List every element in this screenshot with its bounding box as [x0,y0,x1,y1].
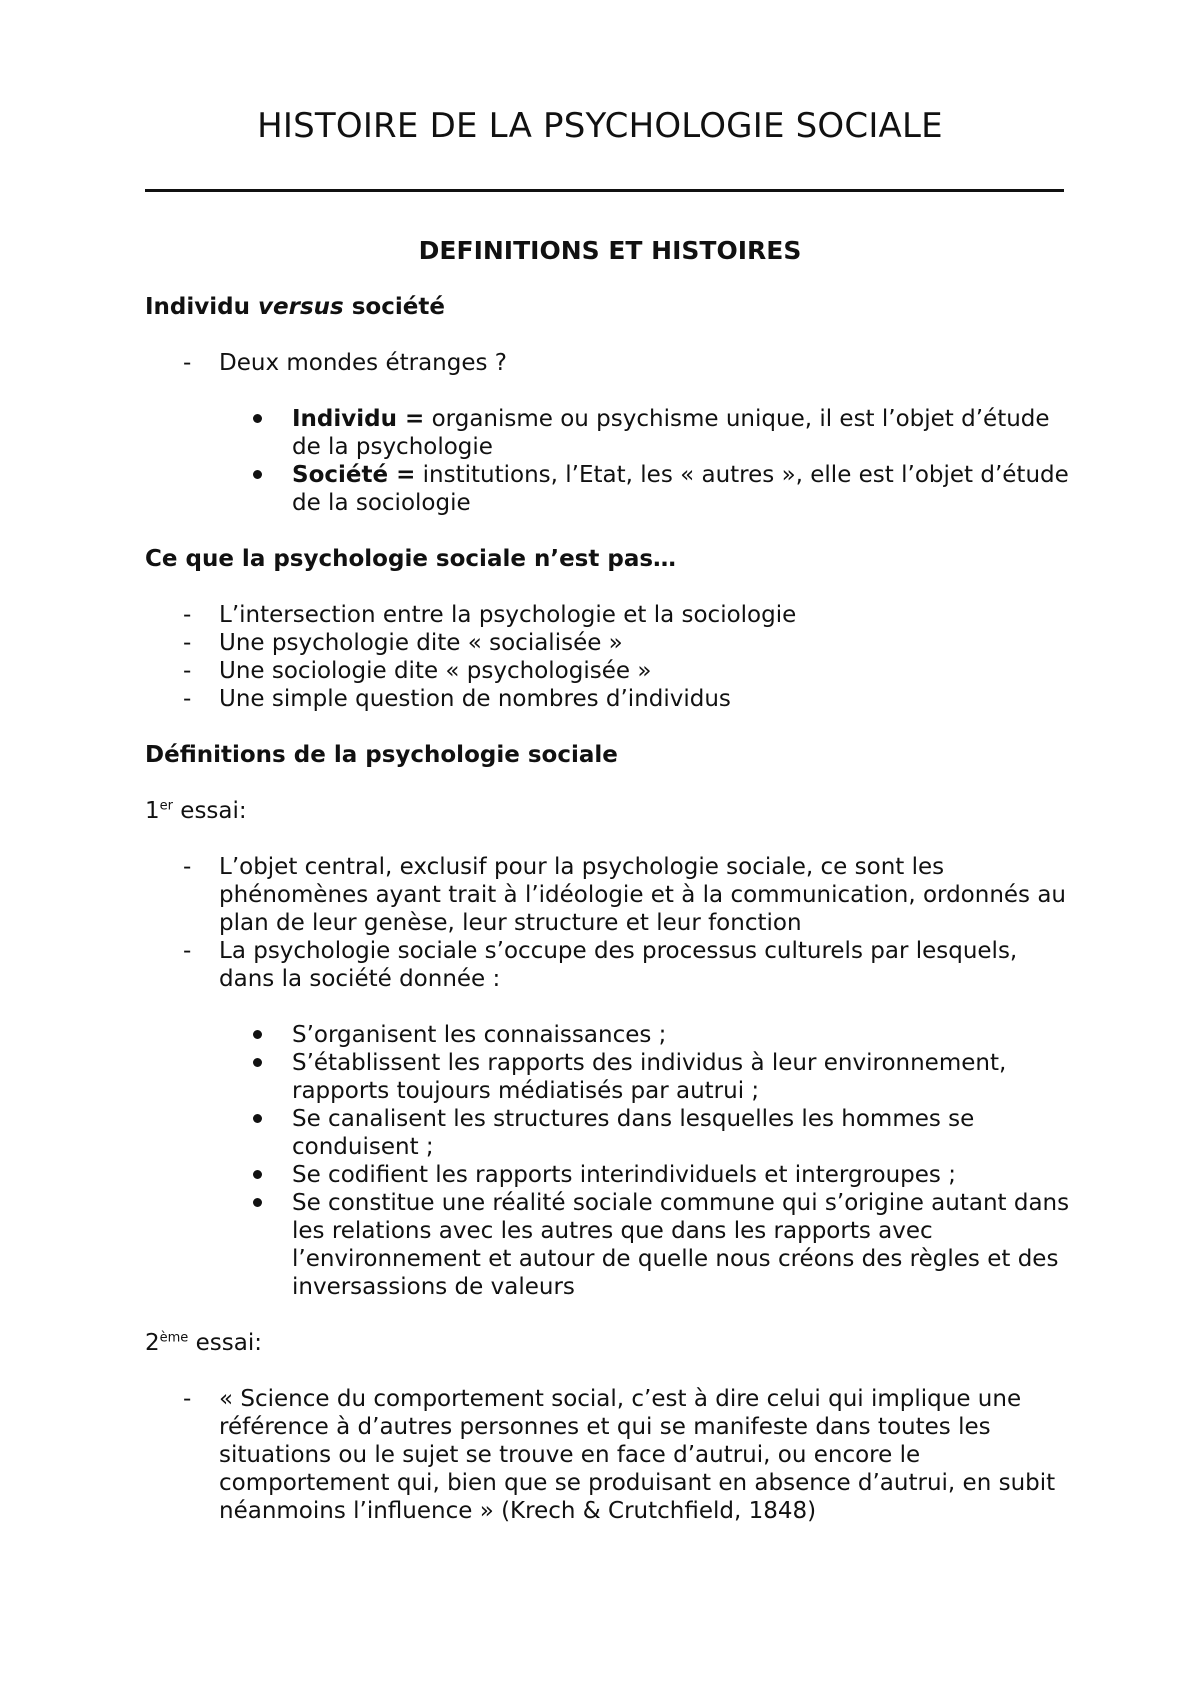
essay-2-label: 2ème essai: [145,1330,262,1356]
list-item: - Deux mondes étranges ? [145,349,1075,377]
title-divider [145,189,1064,192]
essay-1-label: 1er essai: [145,798,247,824]
heading-ce-que-nest-pas: Ce que la psychologie sociale n’est pas… [145,546,677,572]
list-item: - Une psychologie dite « socialisée » [145,629,1075,657]
list-item: - L’objet central, exclusif pour la psychologie sociale, ce sont les phénomènes ayant trait à l’idéologie et à la communication, ordonnés au plan de leur genèse, leur structure et leur fonction [145,853,1075,937]
list-item: - Une sociologie dite « psychologisée » [145,657,1075,685]
heading-emphasis: versus [258,294,344,320]
list-item: S’établissent les rapports des individus à leur environnement, rapports toujours médiatisés par autrui ; [145,1049,1075,1105]
bullet-list-processus [145,1021,1075,1301]
list-item: - La psychologie sociale s’occupe des processus culturels par lesquels, dans la société donnée : [145,937,1075,993]
document-body [145,236,1075,1553]
document-title: HISTOIRE DE LA PSYCHOLOGIE SOCIALE [257,106,943,146]
list-item: Individu = organisme ou psychisme unique, il est l’objet d’étude de la psychologie [145,405,1075,461]
list-item: Se constitue une réalité sociale commune qui s’origine autant dans les relations avec les autres que dans les rapports avec l’environnement et autour de quelle nous créons des règles et des inversassions de valeurs [145,1189,1075,1301]
list-item: S’organisent les connaissances ; [145,1021,1075,1049]
bullet-list-definitions [145,405,1075,517]
term-individu: Individu = [292,406,425,432]
list-item: Se canalisent les structures dans lesquelles les hommes se conduisent ; [145,1105,1075,1161]
dash-list-deux-mondes [145,349,1075,377]
section-title: DEFINITIONS ET HISTOIRES [418,236,802,265]
list-item: Se codifient les rapports interindividuels et intergroupes ; [145,1161,1075,1189]
list-item: Société = institutions, l’Etat, les « autres », elle est l’objet d’étude de la sociologie [145,461,1075,517]
term-societe: Société = [292,462,416,488]
dash-list-nest-pas [145,601,1075,713]
list-item: - L’intersection entre la psychologie et la sociologie [145,601,1075,629]
dash-list-essay-2 [145,1385,1075,1525]
heading-individu-versus-societe: Individu versus société [145,294,445,320]
heading-definitions: Définitions de la psychologie sociale [145,742,618,768]
list-item: - Une simple question de nombres d’individus [145,685,1075,713]
dash-list-essay-1 [145,853,1075,993]
list-item: - « Science du comportement social, c’est à dire celui qui implique une référence à d’autres personnes et qui se manifeste dans toutes les situations ou le sujet se trouve en face d’autrui, ou encore le comportement qui, bien que se produisant en absence d’autrui, en subit néanmoins l’influence » (Krech & Crutchfield, 1848) [145,1385,1075,1525]
